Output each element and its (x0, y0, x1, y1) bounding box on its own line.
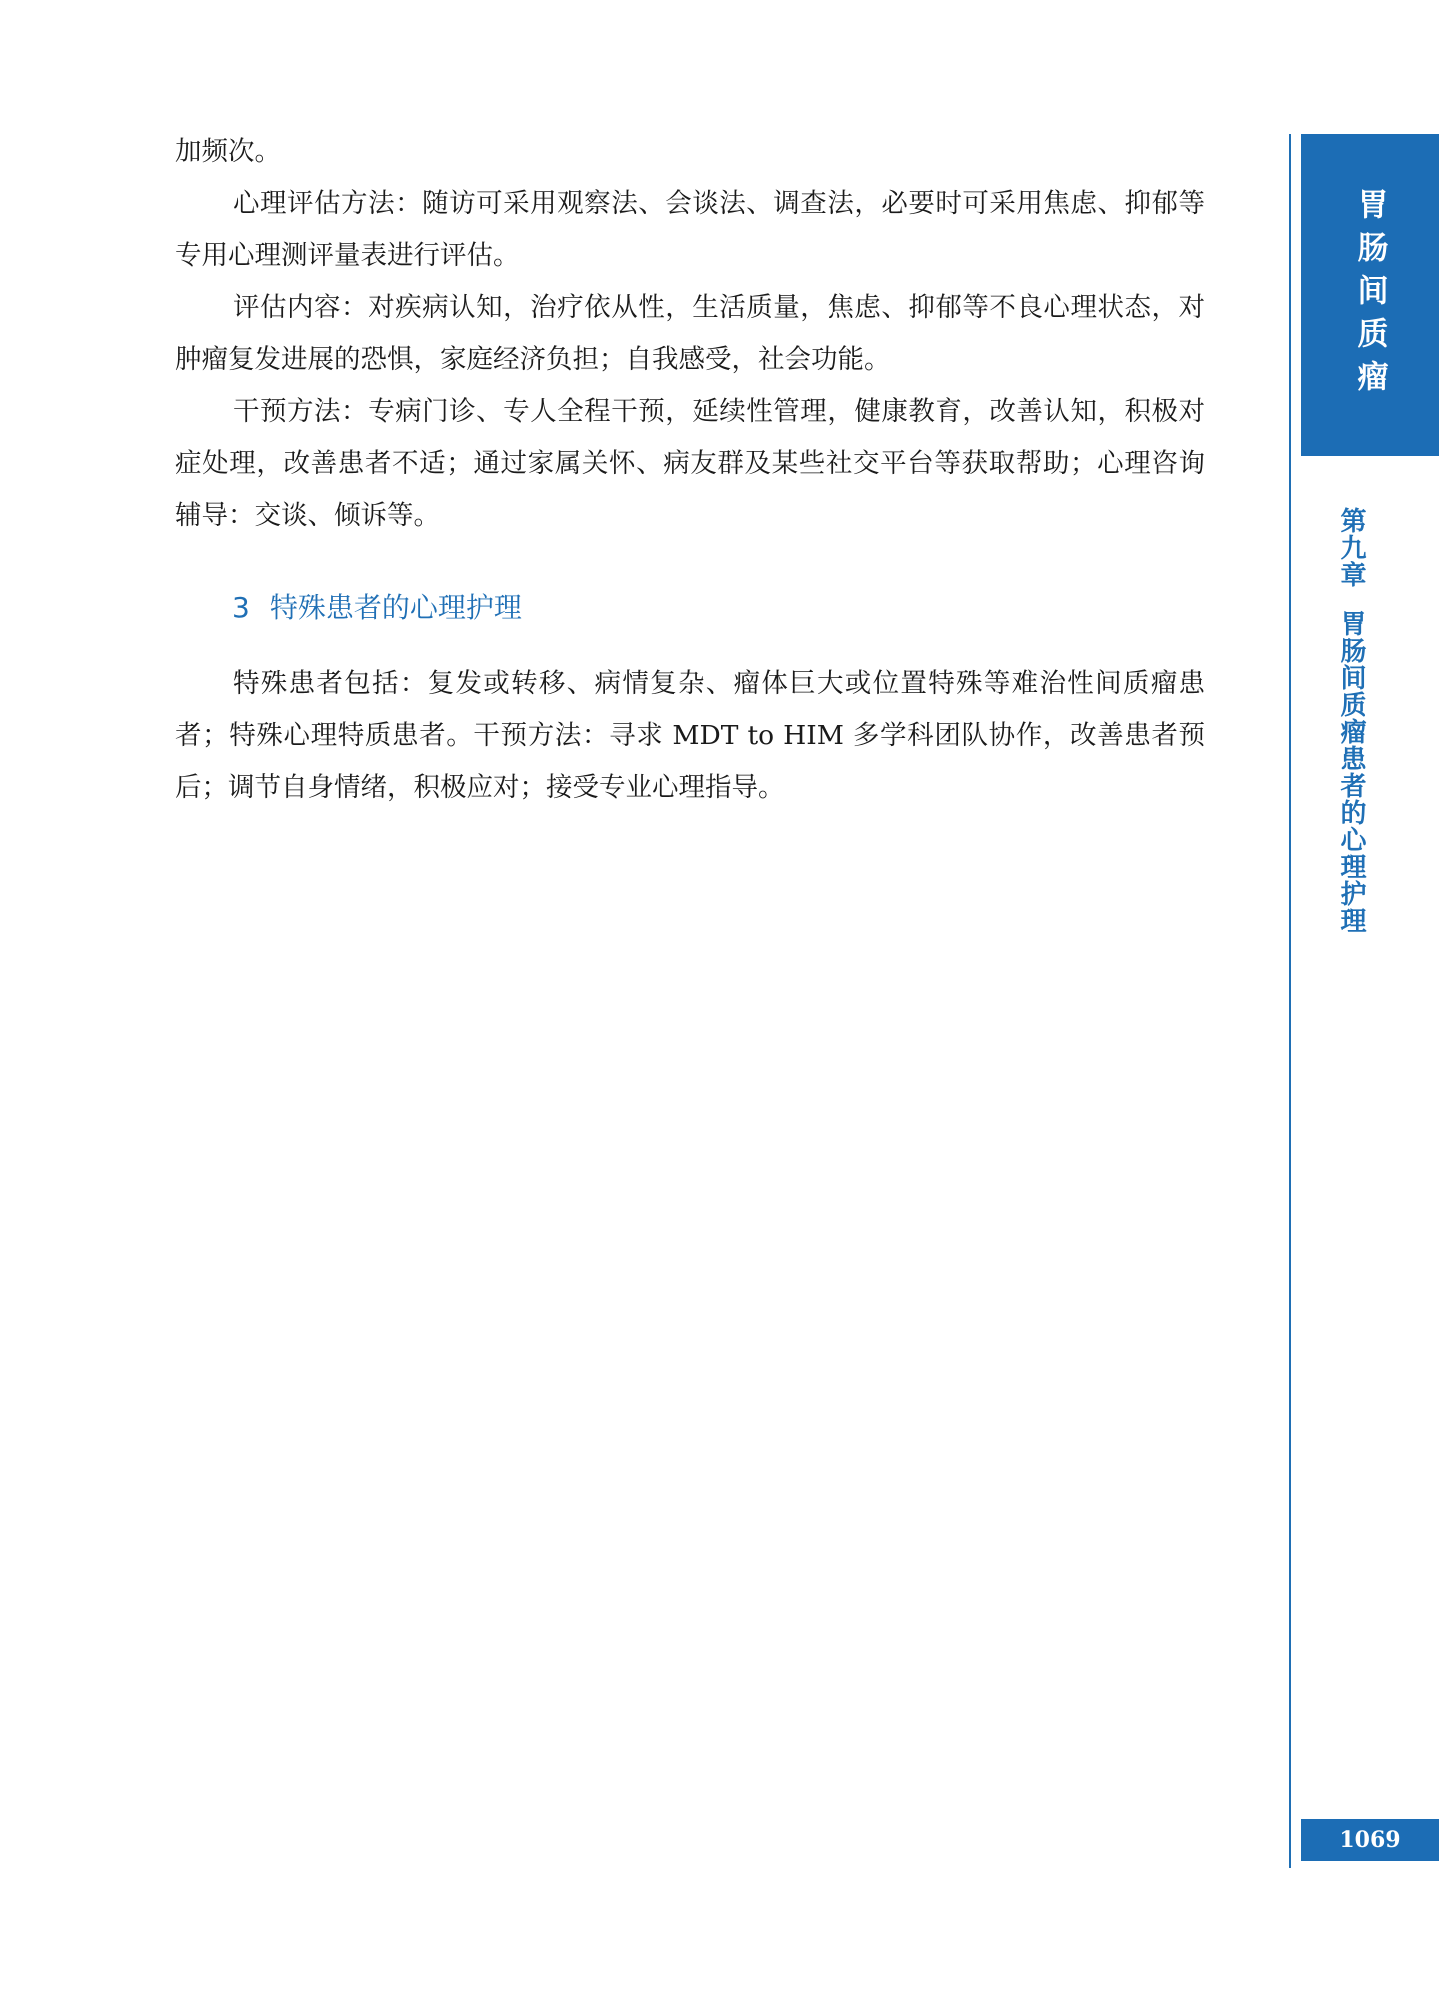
body-paragraph-assessment-method: 心理评估方法：随访可采用观察法、会谈法、调查法，必要时可采用焦虑、抑郁等专用心理测评量表进行评估。 (175, 188, 1205, 271)
section-title: 特殊患者的心理护理 (269, 591, 522, 624)
chapter-running-head (1338, 507, 1364, 934)
chapter-title: 胃肠间质瘤患者的心理护理 (1336, 610, 1366, 934)
page-number: 1069 (1301, 1819, 1439, 1861)
section-number: 3 (232, 591, 250, 624)
body-paragraph-assessment-content: 评估内容：对疾病认知，治疗依从性，生活质量，焦虑、抑郁等不良心理状态，对肿瘤复发进展的恐惧，家庭经济负担；自我感受，社会功能。 (175, 292, 1205, 375)
sidebar-divider (1289, 134, 1291, 1868)
book-section-tab (1301, 134, 1439, 456)
chapter-number: 第九章 (1336, 507, 1366, 588)
page-body (175, 126, 1205, 814)
section-heading (175, 582, 1205, 634)
body-paragraph-continuation: 加频次。 (175, 136, 281, 167)
body-paragraph-special-patients: 特殊患者包括：复发或转移、病情复杂、瘤体巨大或位置特殊等难治性间质瘤患者；特殊心理特质患者。干预方法：寻求 MDT to HIM 多学科团队协作，改善患者预后；调节自身情绪，积极应对；接受专业心理指导。 (175, 668, 1205, 803)
book-section-tab-label: 胃肠间质瘤 (1351, 187, 1388, 403)
body-paragraph-intervention-method: 干预方法：专病门诊、专人全程干预，延续性管理，健康教育，改善认知，积极对症处理，改善患者不适；通过家属关怀、病友群及某些社交平台等获取帮助；心理咨询辅导：交谈、倾诉等。 (175, 396, 1205, 531)
